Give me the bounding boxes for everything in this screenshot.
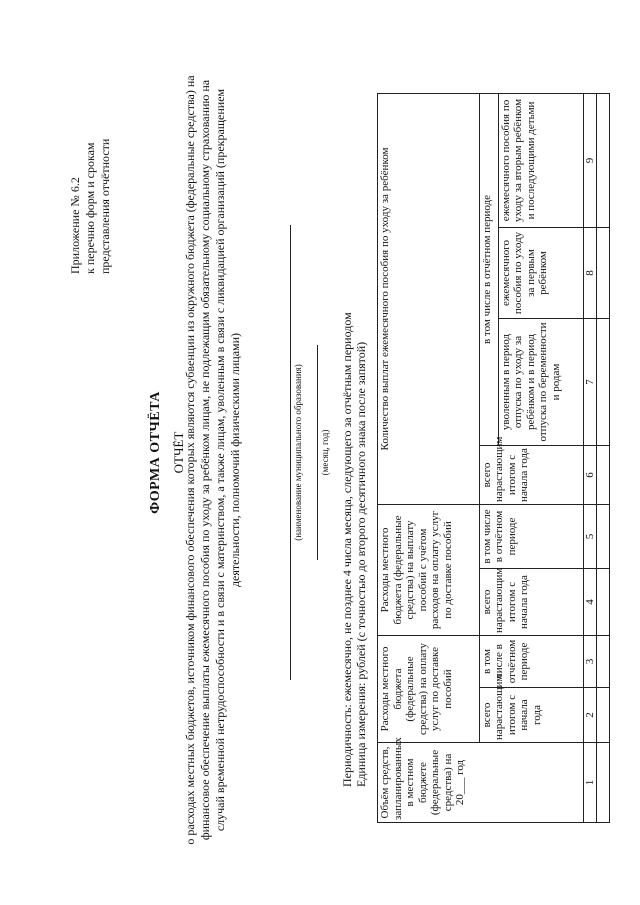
period-caption: (месяц, год)	[320, 429, 330, 476]
report-table	[377, 93, 610, 823]
header-dismissed: уволенным в период отпуска по уходу за ребёнком и в период отпуска по беременности и родам	[498, 319, 583, 446]
header-benefit-total: всего нарастающим итогом с начала года	[479, 569, 583, 636]
appendix-block	[68, 84, 113, 274]
data-cell	[597, 446, 610, 505]
header-count-total: всего нарастающим итогом с начала года	[479, 446, 583, 505]
column-number: 6	[584, 446, 597, 505]
appendix-line-2: представления отчётности	[98, 138, 112, 274]
unit-text: Единица измерения: рублей (с точностью до второго десятичного знака после запятой)	[354, 341, 368, 787]
data-cell	[597, 93, 610, 227]
data-cell	[597, 505, 610, 569]
form-title: ФОРМА ОТЧЁТА	[148, 391, 163, 514]
header-payment-count: Количество выплат ежемесячного пособия по уходу за ребёнком	[378, 93, 480, 504]
column-number: 5	[584, 505, 597, 569]
report-title: ОТЧЁТ	[171, 431, 186, 474]
header-delivery-expenses: Расходы местного бюджета (федеральные средства) на оплату услуг по доставке пособий	[378, 636, 480, 743]
column-number: 3	[584, 636, 597, 688]
column-number: 7	[584, 319, 597, 446]
data-cell	[597, 319, 610, 446]
data-cell	[597, 569, 610, 636]
column-number: 9	[584, 93, 597, 227]
data-cell	[597, 743, 610, 823]
data-cell	[597, 688, 610, 743]
header-first-child: ежемесячного пособия по уходу за первым ребёнком	[498, 228, 583, 319]
header-benefit-period: в том числе в отчётном периоде	[479, 505, 583, 569]
appendix-title: Приложение № 6.2	[68, 177, 82, 274]
header-delivery-total: всего нарастающим итогом с начала года	[479, 688, 583, 743]
data-cell	[597, 228, 610, 319]
periodicity-text: Периодичность: ежемесячно, не позднее 4 числа месяца, следующего за отчётным периодом	[340, 312, 354, 787]
header-planned-volume: Объём средств, запланированных в местном бюджете (федеральные средства) на 20___ год	[378, 743, 584, 823]
report-subject: о расходах местных бюджетов, источником финансового обеспечения которых являются субвенции из окружного бюджета (федеральные средства) на финансовое обеспечение выплаты ежемесячного пособия по уходу за ребёнком лицам, не подлежащим обязательному социальному страхованию на случай временной нетрудоспособности и в связи с материнством, а также лицам, уволенным в связи с ликвидацией организаций (прекращением деятельности, полномочий физическими лицами)	[183, 75, 242, 845]
column-number: 2	[584, 688, 597, 743]
appendix-line-1: к перечню форм и срокам	[83, 142, 97, 274]
period-blank-line	[317, 345, 318, 560]
municipality-caption: (наименование муниципального образования)	[293, 364, 303, 541]
column-number: 8	[584, 228, 597, 319]
municipality-blank-line	[290, 225, 291, 680]
column-number: 1	[584, 743, 597, 823]
column-number: 4	[584, 569, 597, 636]
data-cell	[597, 636, 610, 688]
header-benefit-expenses: Расходы местного бюджета (федеральные средства) на выплату пособий с учётом расходов на оплату услуг по доставке пособий	[378, 505, 480, 636]
header-second-child: ежемесячного пособия по уходу за вторым ребёнком и последующими детьми	[498, 93, 583, 227]
header-count-period: в том числе в отчётном периоде	[479, 93, 498, 445]
header-delivery-period: в том числе в отчётном периоде	[479, 636, 583, 688]
